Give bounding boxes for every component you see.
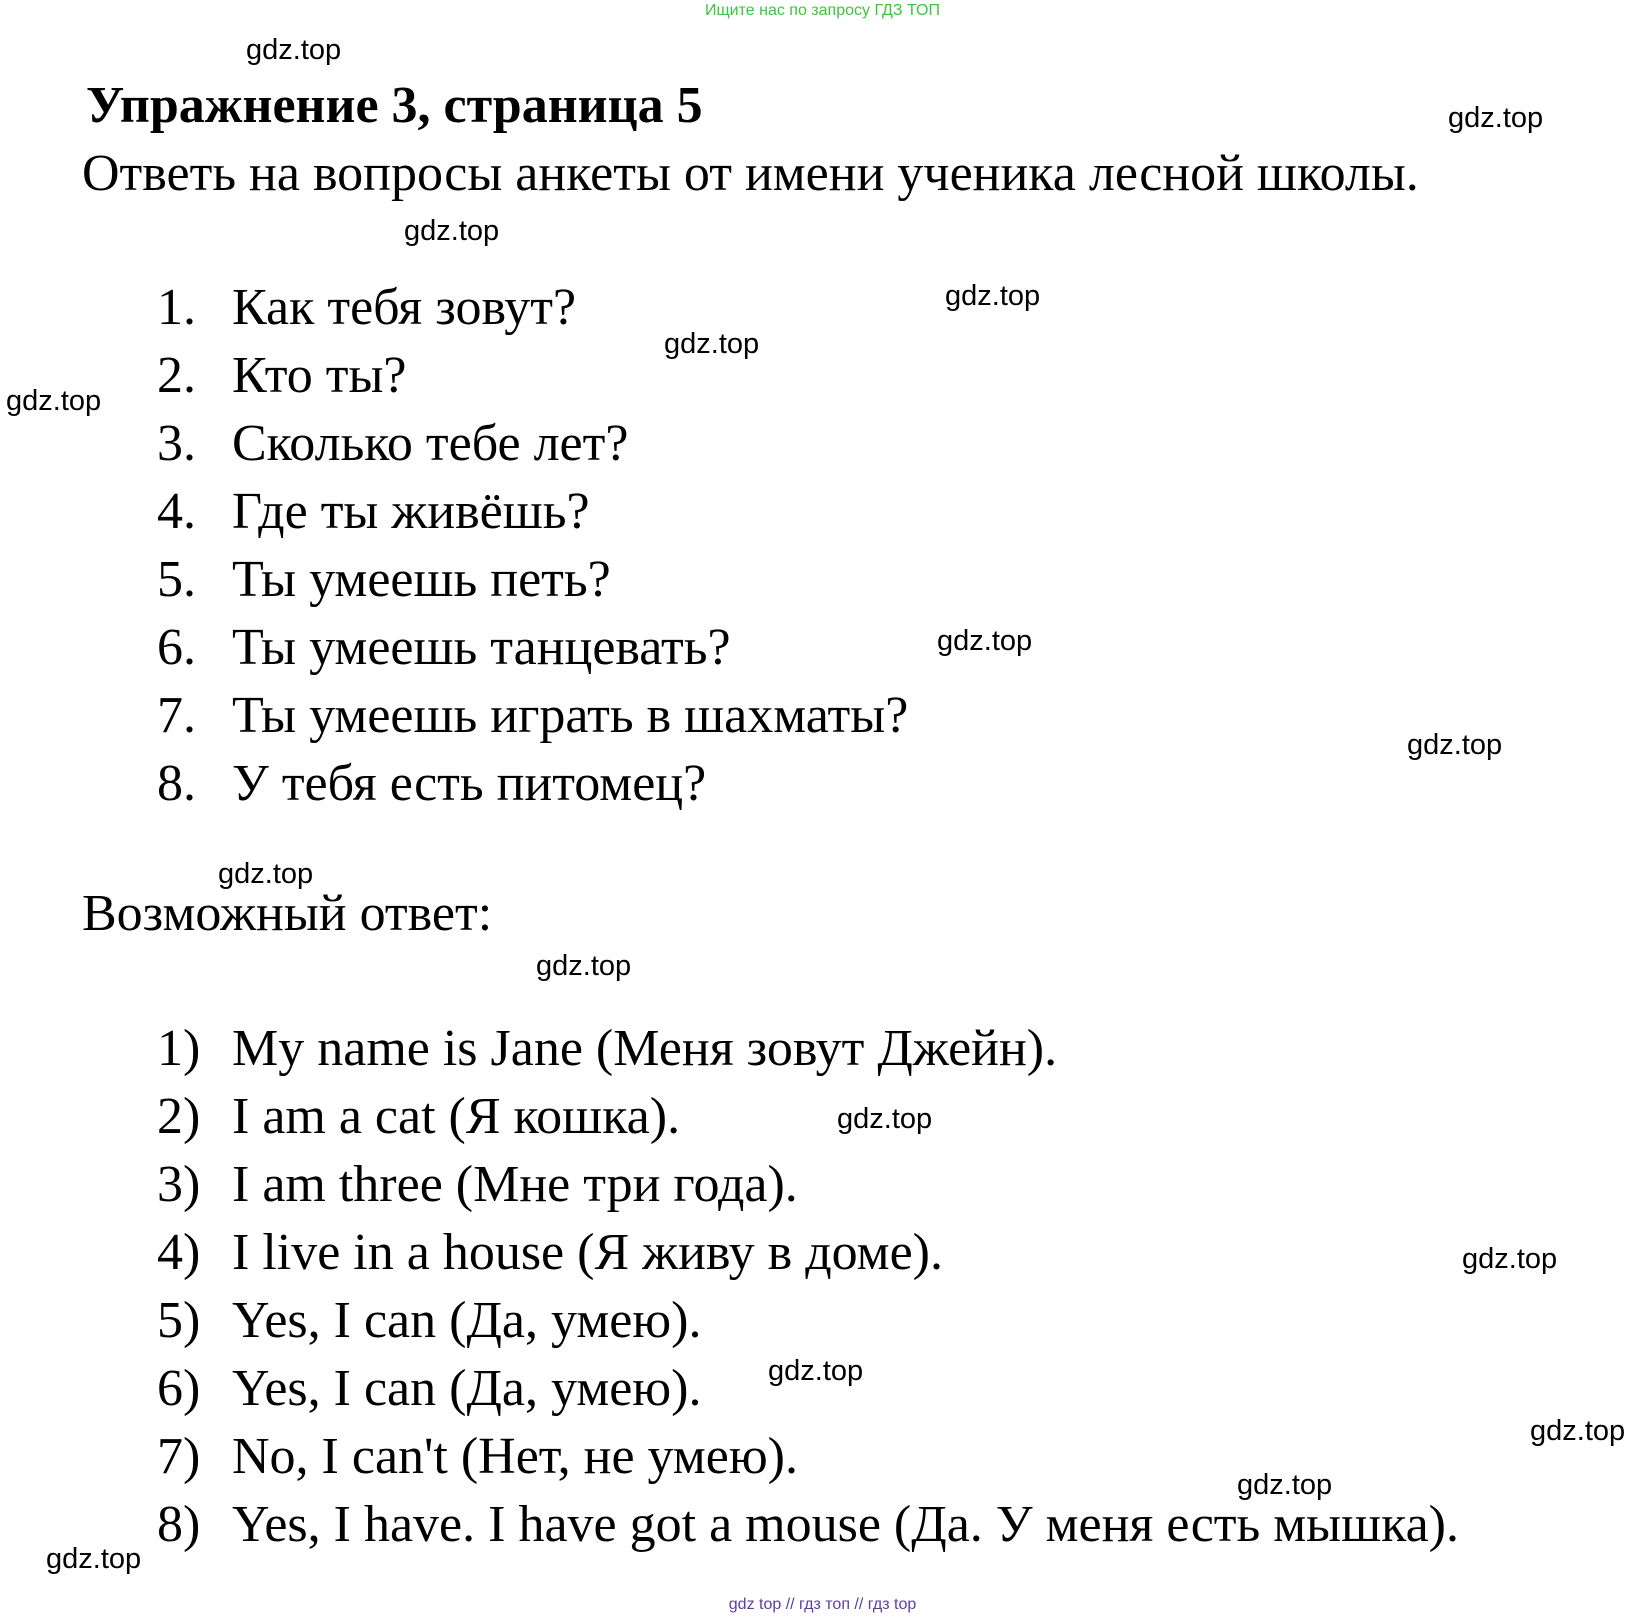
- answer-heading: Возможный ответ:: [82, 885, 493, 942]
- question-text: Ты умеешь петь?: [232, 551, 611, 608]
- answer-text: I am a cat (Я кошка).: [232, 1088, 681, 1145]
- question-text: Кто ты?: [232, 347, 407, 404]
- watermark: gdz.top: [945, 280, 1041, 312]
- watermark: gdz.top: [404, 215, 500, 247]
- answer-number: 5): [157, 1292, 201, 1349]
- answer-number: 8): [157, 1496, 201, 1553]
- answer-text: No, I can't (Нет, не умею).: [232, 1428, 798, 1485]
- question-text: У тебя есть питомец?: [232, 755, 707, 812]
- question-number: 3.: [157, 415, 196, 472]
- answer-text: I live in a house (Я живу в доме).: [232, 1224, 943, 1281]
- watermark: gdz.top: [1237, 1469, 1333, 1501]
- question-number: 4.: [157, 483, 196, 540]
- question-text: Где ты живёшь?: [232, 483, 590, 540]
- question-text: Ты умеешь играть в шахматы?: [232, 687, 909, 744]
- question-number: 2.: [157, 347, 196, 404]
- watermark: gdz.top: [1407, 729, 1503, 761]
- top-search-note: Ищите нас по запросу ГДЗ ТОП: [705, 2, 940, 19]
- answer-number: 1): [157, 1020, 201, 1077]
- watermark: gdz.top: [6, 385, 102, 417]
- answer-text: Yes, I have. I have got a mouse (Да. У меня есть мышка).: [232, 1496, 1459, 1553]
- watermark: gdz.top: [1530, 1415, 1626, 1447]
- watermark: gdz.top: [46, 1543, 142, 1575]
- question-text: Сколько тебе лет?: [232, 415, 629, 472]
- answer-text: Yes, I can (Да, умею).: [232, 1360, 702, 1417]
- watermark: gdz.top: [664, 328, 760, 360]
- watermark: gdz.top: [218, 858, 314, 890]
- watermark: gdz.top: [937, 625, 1033, 657]
- answer-number: 2): [157, 1088, 201, 1145]
- watermark: gdz.top: [1462, 1243, 1558, 1275]
- question-number: 7.: [157, 687, 196, 744]
- exercise-instruction: Ответь на вопросы анкеты от имени ученика лесной школы.: [82, 145, 1419, 202]
- question-number: 6.: [157, 619, 196, 676]
- answer-number: 7): [157, 1428, 201, 1485]
- watermark: gdz.top: [837, 1103, 933, 1135]
- question-number: 1.: [157, 279, 196, 336]
- watermark: gdz.top: [1448, 102, 1544, 134]
- watermark: gdz.top: [536, 950, 632, 982]
- answer-number: 4): [157, 1224, 201, 1281]
- answer-text: Yes, I can (Да, умею).: [232, 1292, 702, 1349]
- question-text: Ты умеешь танцевать?: [232, 619, 731, 676]
- answer-text: My name is Jane (Меня зовут Джейн).: [232, 1020, 1058, 1077]
- answer-number: 3): [157, 1156, 201, 1213]
- answer-number: 6): [157, 1360, 201, 1417]
- watermark: gdz.top: [246, 34, 342, 66]
- question-number: 5.: [157, 551, 196, 608]
- watermark: gdz.top: [768, 1355, 864, 1387]
- page-title: Упражнение 3, страница 5: [86, 77, 703, 134]
- question-text: Как тебя зовут?: [232, 279, 577, 336]
- answer-text: I am three (Мне три года).: [232, 1156, 798, 1213]
- question-number: 8.: [157, 755, 196, 812]
- footer-watermark: gdz top // гдз топ // гдз top: [728, 1596, 917, 1613]
